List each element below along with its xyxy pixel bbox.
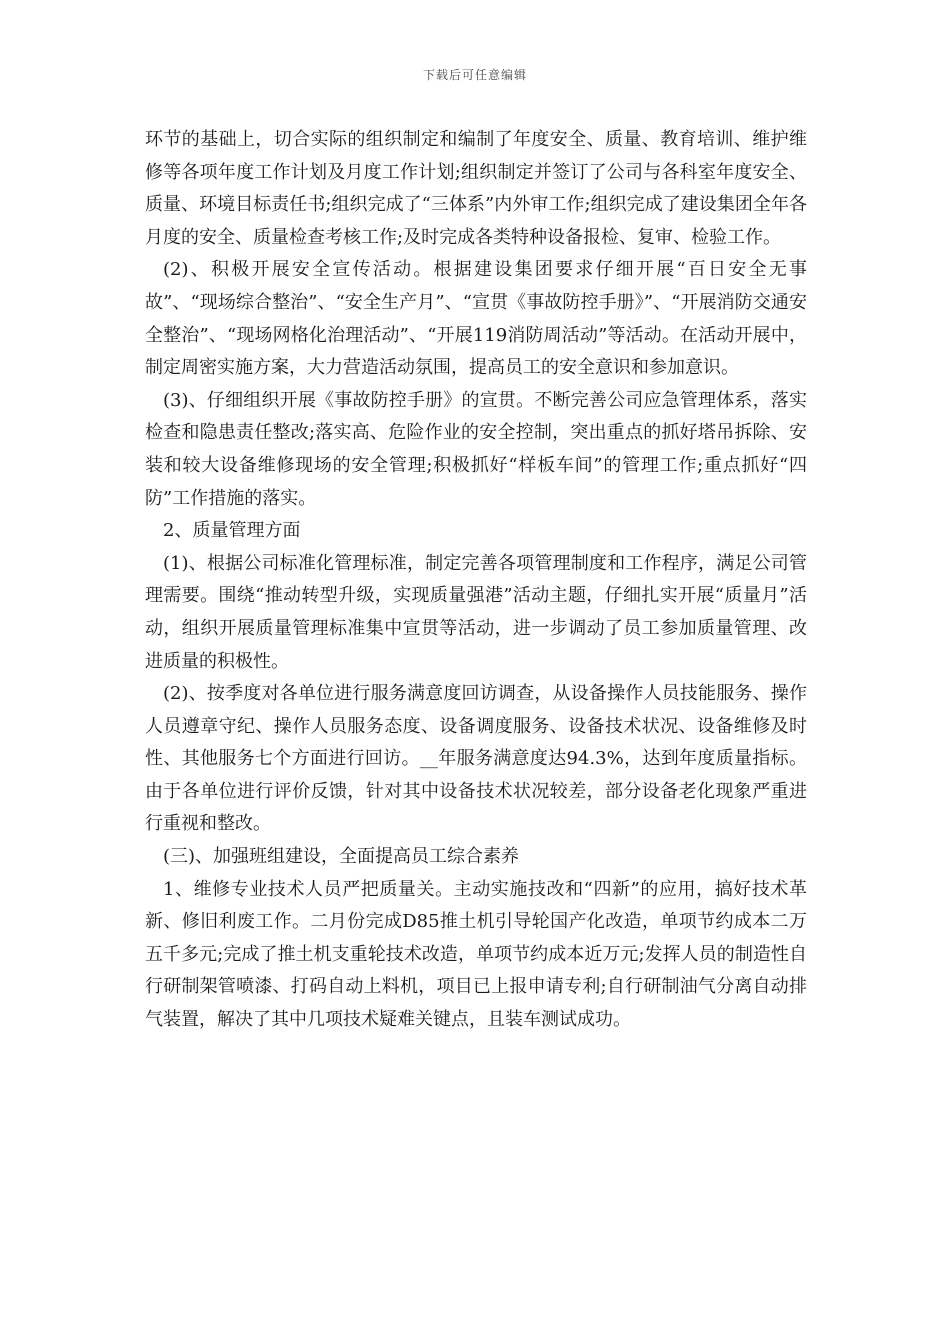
paragraph-plan-continuation: 环节的基础上，切合实际的组织制定和编制了年度安全、质量、教育培训、维护维修等各项年度工作计划及月度工作计划;组织制定并签订了公司与各科室年度安全、质量、环境目标责任书;组织完成了“三体系”内外审工作;组织完成了建设集团全年各月度的安全、质量检查考核工作;及时完成各类特种设备报检、复审、检验工作。 xyxy=(145,129,807,248)
paragraph-satisfaction-survey: (2)、按季度对各单位进行服务满意度回访调查，从设备操作人员技能服务、操作人员遵章守纪、操作人员服务态度、设备调度服务、设备技术状况、设备维修及时性、其他服务七个方面进行回访。__年服务满意度达94.3%，达到年度质量指标。由于各单位进行评价反馈，针对其中设备技术状况较差，部分设备老化现象严重进行重视和整改。 xyxy=(145,683,807,835)
paragraph-quality-standards: (1)、根据公司标准化管理标准，制定完善各项管理制度和工作程序，满足公司管理需要。围绕“推动转型升级，实现质量强港”活动主题，仔细扎实开展“质量月”活动，组织开展质量管理标准集中宣贯等活动，进一步调动了员工参加质量管理、改进质量的积极性。 xyxy=(145,552,807,672)
header-note: 下载后可任意编辑 xyxy=(422,68,527,82)
heading-quality-management: 2、质量管理方面 xyxy=(163,520,301,542)
paragraph-accident-manual: (3)、仔细组织开展《事故防控手册》的宣贯。不断完善公司应急管理体系，落实检查和隐患责任整改;落实高、危险作业的安全控制，突出重点的抓好塔吊拆除、安装和较大设备维修现场的安全管理;积极抓好“样板车间”的管理工作;重点抓好“四防”工作措施的落实。 xyxy=(145,389,807,509)
heading-team-building: (三)、加强班组建设，全面提高员工综合素养 xyxy=(163,846,520,868)
document-body xyxy=(145,124,807,1037)
paragraph-maintenance-quality: 1、维修专业技术人员严把质量关。主动实施技改和“四新”的应用，搞好技术革新、修旧利废工作。二月份完成D85推土机引导轮国产化改造，单项节约成本二万五千多元;完成了推土机支重轮技术改造，单项节约成本近万元;发挥人员的制造性自行研制架管喷漆、打码自动上料机，项目已上报申请专利;自行研制油气分离自动排气装置，解决了其中几项技术疑难关键点，且装车测试成功。 xyxy=(145,878,807,1031)
paragraph-safety-campaign: (2)、积极开展安全宣传活动。根据建设集团要求仔细开展“百日安全无事故”、“现场综合整治”、“安全生产月”、“宣贯《事故防控手册》”、“开展消防交通安全整治”、“现场网格化治理活动”、“开展119消防周活动”等活动。在活动开展中，制定周密实施方案，大力营造活动氛围，提高员工的安全意识和参加意识。 xyxy=(145,259,807,379)
